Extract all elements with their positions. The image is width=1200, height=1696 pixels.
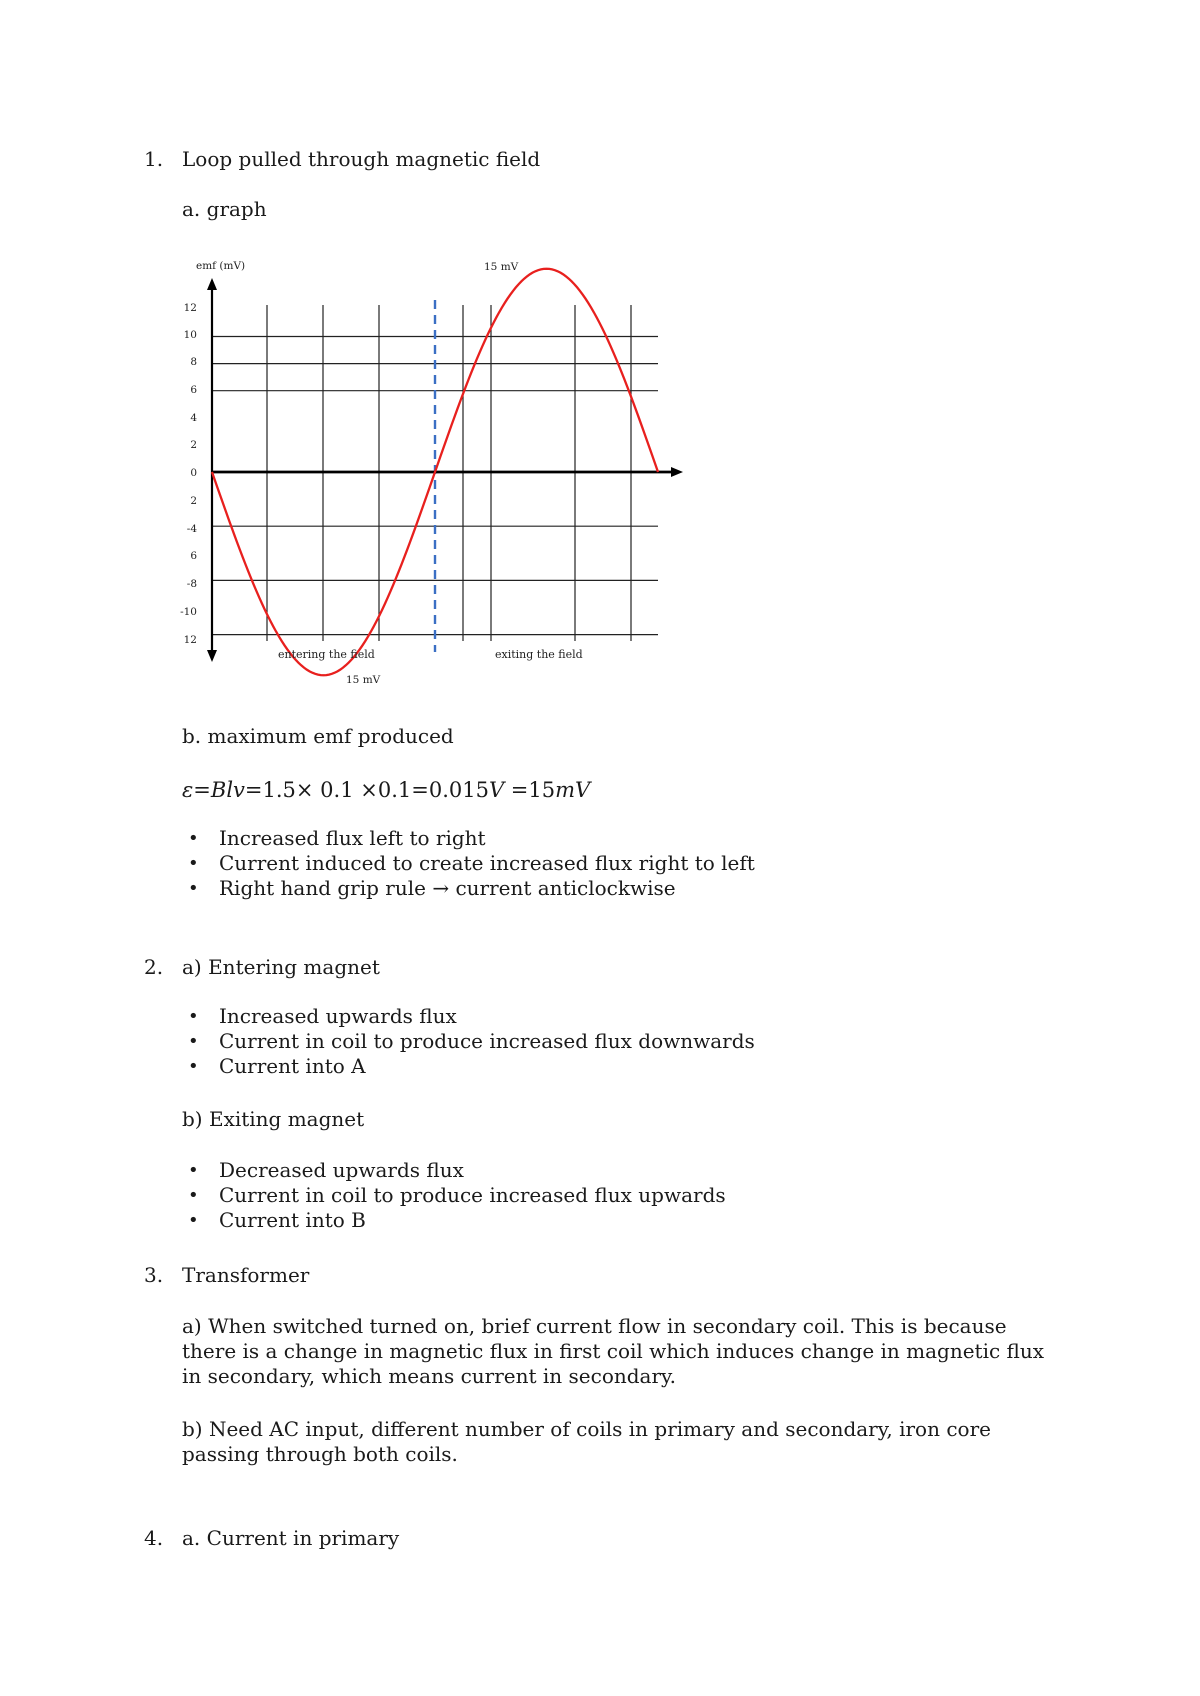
y-axis-label: emf (mV) [196,260,246,272]
graph-grid [212,300,658,652]
q3-number: 3. [144,1263,164,1287]
q1-number: 1. [144,147,164,171]
y-tick-label: 10 [183,329,197,341]
graph-axes [207,278,683,662]
graph-annotations [278,261,583,686]
q2-part-a: a) Entering magnet [182,955,380,979]
y-tick-label: 6 [190,384,197,396]
q1-title: Loop pulled through magnetic field [182,147,541,171]
y-tick-label: 0 [190,467,197,479]
q3-part-a: a) When switched turned on, brief current flow in secondary coil. This is because there is a change in magnetic flux in first coil which induces change in magnetic flux in secondary, which means current in secondary. [182,1314,1045,1388]
q4-number: 4. [144,1526,164,1550]
q1-part-b: b. maximum emf produced [182,724,454,748]
q1-bullet-list [182,826,755,901]
q3-title: Transformer [182,1263,310,1287]
y-axis-arrow-down [207,650,217,662]
list-item: • Increased flux left to right [182,826,755,851]
peak-top-label: 15 mV [484,261,519,273]
y-tick-label: 4 [190,412,197,424]
formula-eq1: = [193,778,211,802]
list-item: • Current into A [182,1054,755,1079]
y-tick-label: -8 [186,578,197,590]
y-tick-label: -10 [180,606,197,618]
q4-title: a. Current in primary [182,1526,400,1550]
q2-bullet-list-b [182,1158,726,1233]
formula-epsilon: ε [182,778,194,802]
list-item: • Current into B [182,1208,726,1233]
formula-rest: =1.5× 0.1 ×0.1=0.015 [244,778,489,802]
q2-part-b: b) Exiting magnet [182,1107,365,1131]
formula-v: V [488,778,505,802]
entering-field-label: entering the field [278,648,375,661]
formula-eq2: =15 [504,778,556,802]
list-item: • Increased upwards flux [182,1004,755,1029]
list-item: • Right hand grip rule → current anticlockwise [182,876,755,901]
q1-part-a: a. graph [182,197,267,221]
y-tick-label: 8 [190,356,197,368]
exiting-field-label: exiting the field [495,648,583,661]
list-item: • Current in coil to produce increased flux downwards [182,1029,755,1054]
q2-number: 2. [144,955,164,979]
list-item: • Current induced to create increased flux right to left [182,851,755,876]
q2-bullet-list-a [182,1004,755,1079]
x-axis-arrow [671,467,683,477]
peak-bottom-label: 15 mV [346,674,381,686]
y-tick-label: 2 [190,495,197,507]
y-tick-label: 2 [190,439,197,451]
y-tick-label: 12 [183,634,197,646]
formula-mv: mV [555,778,591,802]
emf-graph [0,0,1200,720]
emf-formula [182,777,590,803]
y-axis-arrow-up [207,278,217,290]
q3-part-b: b) Need AC input, different number of coils in primary and secondary, iron core passing through both coils. [182,1417,991,1466]
list-item: • Current in coil to produce increased flux upwards [182,1183,726,1208]
y-tick-label: 6 [190,550,197,562]
formula-blv: Blv [210,778,245,802]
y-tick-label: 12 [183,302,197,314]
y-tick-label: -4 [186,523,197,535]
list-item: • Decreased upwards flux [182,1158,726,1183]
